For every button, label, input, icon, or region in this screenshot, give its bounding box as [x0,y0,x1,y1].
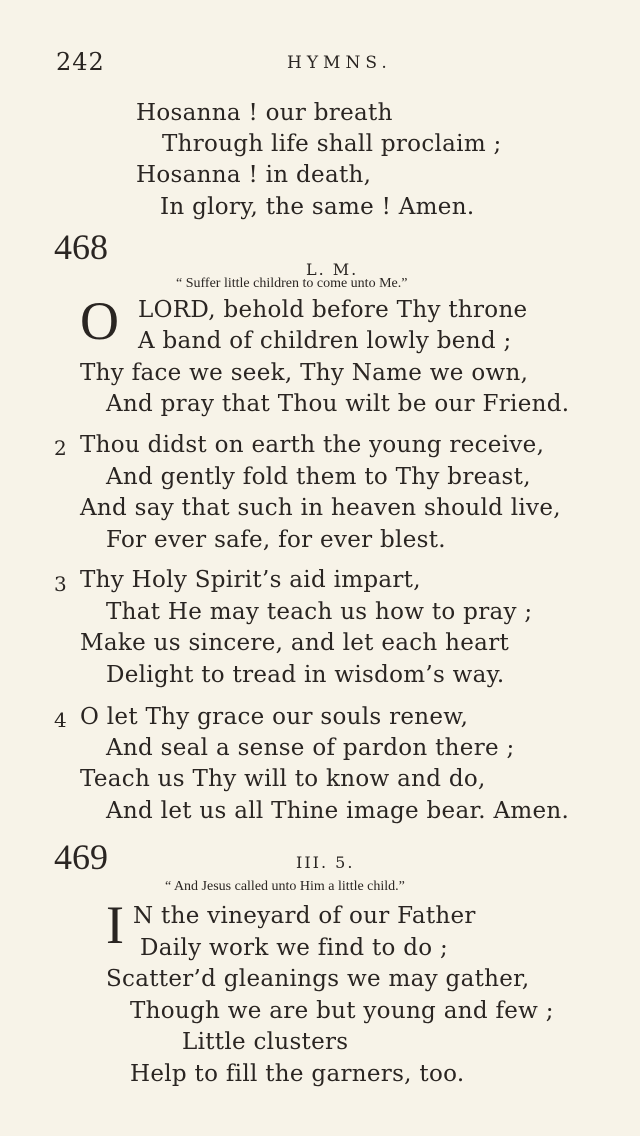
verse-line: N the vineyard of our Father [133,903,476,929]
verse-line: And pray that Thou wilt be our Friend. [106,391,570,417]
verse-line: A band of children lowly bend ; [138,328,512,354]
hymn-number: 468 [54,227,108,267]
verse-line: And seal a sense of pardon there ; [106,735,515,761]
verse-line: Through life shall proclaim ; [162,131,502,157]
hymn-epigraph: “ Suffer little children to come unto Me.” [176,276,408,291]
verse-line: Thy face we seek, Thy Name we own, [80,360,529,386]
drop-cap: O [80,291,119,351]
hymn-epigraph: “ And Jesus called unto Him a little child.” [165,879,405,894]
running-title: HYMNS. [287,53,392,73]
hymn-meter: L. M. [306,260,359,279]
verse-line: Hosanna ! in death, [136,162,372,188]
verse-number: 2 [54,436,67,460]
verse-line: For ever safe, for ever blest. [106,527,446,553]
verse-line: Daily work we find to do ; [140,935,449,961]
verse-line: Thou didst on earth the young receive, [80,432,545,458]
page-number: 242 [56,48,105,76]
verse-line: And say that such in heaven should live, [80,495,561,521]
verse-line: Scatter’d gleanings we may gather, [106,966,530,992]
verse-line: Make us sincere, and let each heart [80,630,510,656]
verse-line: Little clusters [182,1029,349,1055]
hymn-meter: III. 5. [296,853,355,872]
verse-line: LORD, behold before Thy throne [138,297,528,323]
verse-line: Though we are but young and few ; [130,998,554,1024]
verse-line: Thy Holy Spirit’s aid impart, [80,567,421,593]
verse-line: O let Thy grace our souls renew, [80,704,469,730]
verse-line: In glory, the same ! Amen. [160,194,475,220]
hymn-number: 469 [54,837,108,877]
verse-line: And let us all Thine image bear. Amen. [106,798,570,824]
verse-number: 4 [54,708,67,732]
verse-line: And gently fold them to Thy breast, [106,464,531,490]
verse-line: That He may teach us how to pray ; [106,599,533,625]
verse-line: Delight to tread in wisdom’s way. [106,662,505,688]
verse-line: Hosanna ! our breath [136,100,393,126]
verse-number: 3 [54,572,67,596]
drop-cap: I [106,895,124,955]
verse-line: Teach us Thy will to know and do, [80,766,486,792]
verse-line: Help to fill the garners, too. [130,1061,465,1087]
